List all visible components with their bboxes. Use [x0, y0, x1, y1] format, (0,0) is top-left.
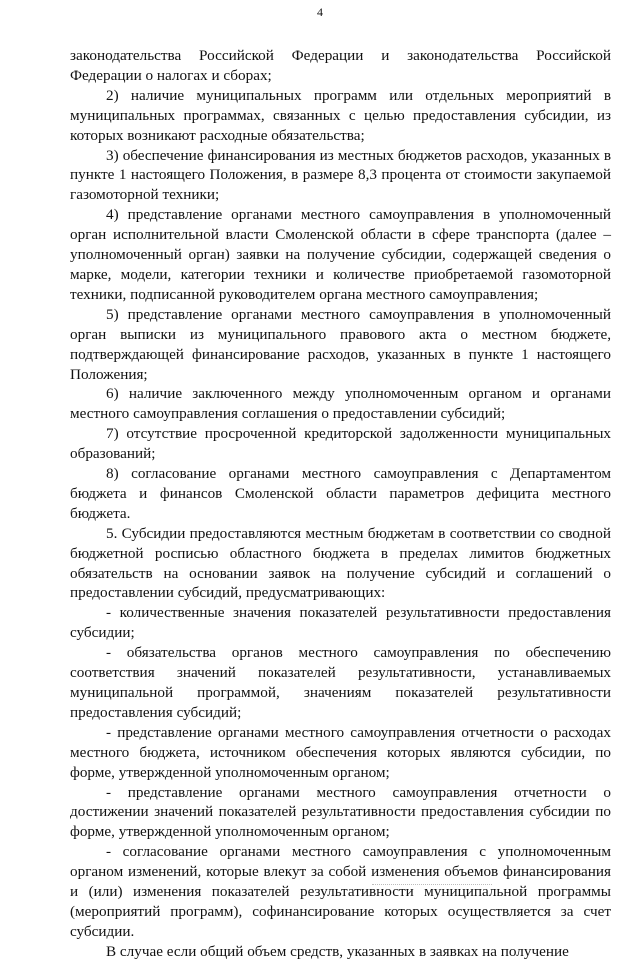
paragraph-bullet-1: - количественные значения показателей результативности предоставления субсидии; [70, 604, 611, 642]
paragraph-bullet-2: - обязательства органов местного самоуправления по обеспечению соответствия значений показателей результативности, устанавливаемых муниципальной программой, значениям показателей результативности предоставления субсидий; [70, 644, 611, 721]
paragraph-item-2: 2) наличие муниципальных программ или отдельных мероприятий в муниципальных программах, связанных с целью предоставления субсидии, из которых возникают расходные обязательства; [70, 86, 611, 144]
scan-artifact [372, 884, 492, 887]
paragraph-item-8: 8) согласование органами местного самоуправления с Департаментом бюджета и финансов Смоленской области параметров дефицита местного бюджета. [70, 465, 611, 522]
document-body [70, 46, 611, 962]
paragraph-bullet-5: - согласование органами местного самоуправления с уполномоченным органом изменений, которые влекут за собой изменения объемов финансирования и (или) изменения показателей результативности муниципальной программы (мероприятий программ), софинансирование которых осуществляется за счет субсидии. [70, 843, 611, 940]
paragraph-final: В случае если общий объем средств, указанных в заявках на получение [106, 942, 569, 960]
paragraph-item-5: 5) представление органами местного самоуправления в уполномоченный орган выписки из муниципального правового акта о местном бюджете, подтверждающей финансирование расходов, указанных в пункте 1 настоящего Положения; [70, 305, 611, 383]
page-number: 4 [317, 5, 323, 19]
paragraph-continuation: законодательства Российской Федерации и законодательства Российской Федерации о налогах и сборах; [70, 47, 611, 84]
paragraph-item-7: 7) отсутствие просроченной кредиторской задолженности муниципальных образований; [70, 425, 611, 463]
paragraph-clause-5: 5. Субсидии предоставляются местным бюджетам в соответствии со сводной бюджетной росписью областного бюджета в пределах лимитов бюджетных обязательств на основании заявок на получение субсидий и соглашений о предоставлении субсидий, предусматривающих: [70, 524, 611, 602]
paragraph-bullet-4: - представление органами местного самоуправления отчетности о достижении значений показателей результативности предоставления субсидии по форме, утвержденной уполномоченным органом; [70, 783, 611, 841]
paragraph-item-6: 6) наличие заключенного между уполномоченным органом и органами местного самоуправления соглашения о предоставлении субсидий; [70, 385, 611, 423]
paragraph-bullet-3: - представление органами местного самоуправления отчетности о расходах местного бюджета, источником обеспечения которых являются субсидии, по форме, утвержденной уполномоченным органом; [70, 723, 611, 781]
paragraph-item-3: 3) обеспечение финансирования из местных бюджетов расходов, указанных в пункте 1 настоящего Положения, в размере 8,3 процента от стоимости закупаемой газомоторной техники; [70, 146, 611, 204]
paragraph-item-4: 4) представление органами местного самоуправления в уполномоченный орган исполнительной власти Смоленской области в сфере транспорта (далее – уполномоченный орган) заявки на получение субсидии, содержащей сведения о марке, модели, категории техники и количестве приобретаемой газомоторной техники, подписанной руководителем органа местного самоуправления; [70, 206, 611, 303]
